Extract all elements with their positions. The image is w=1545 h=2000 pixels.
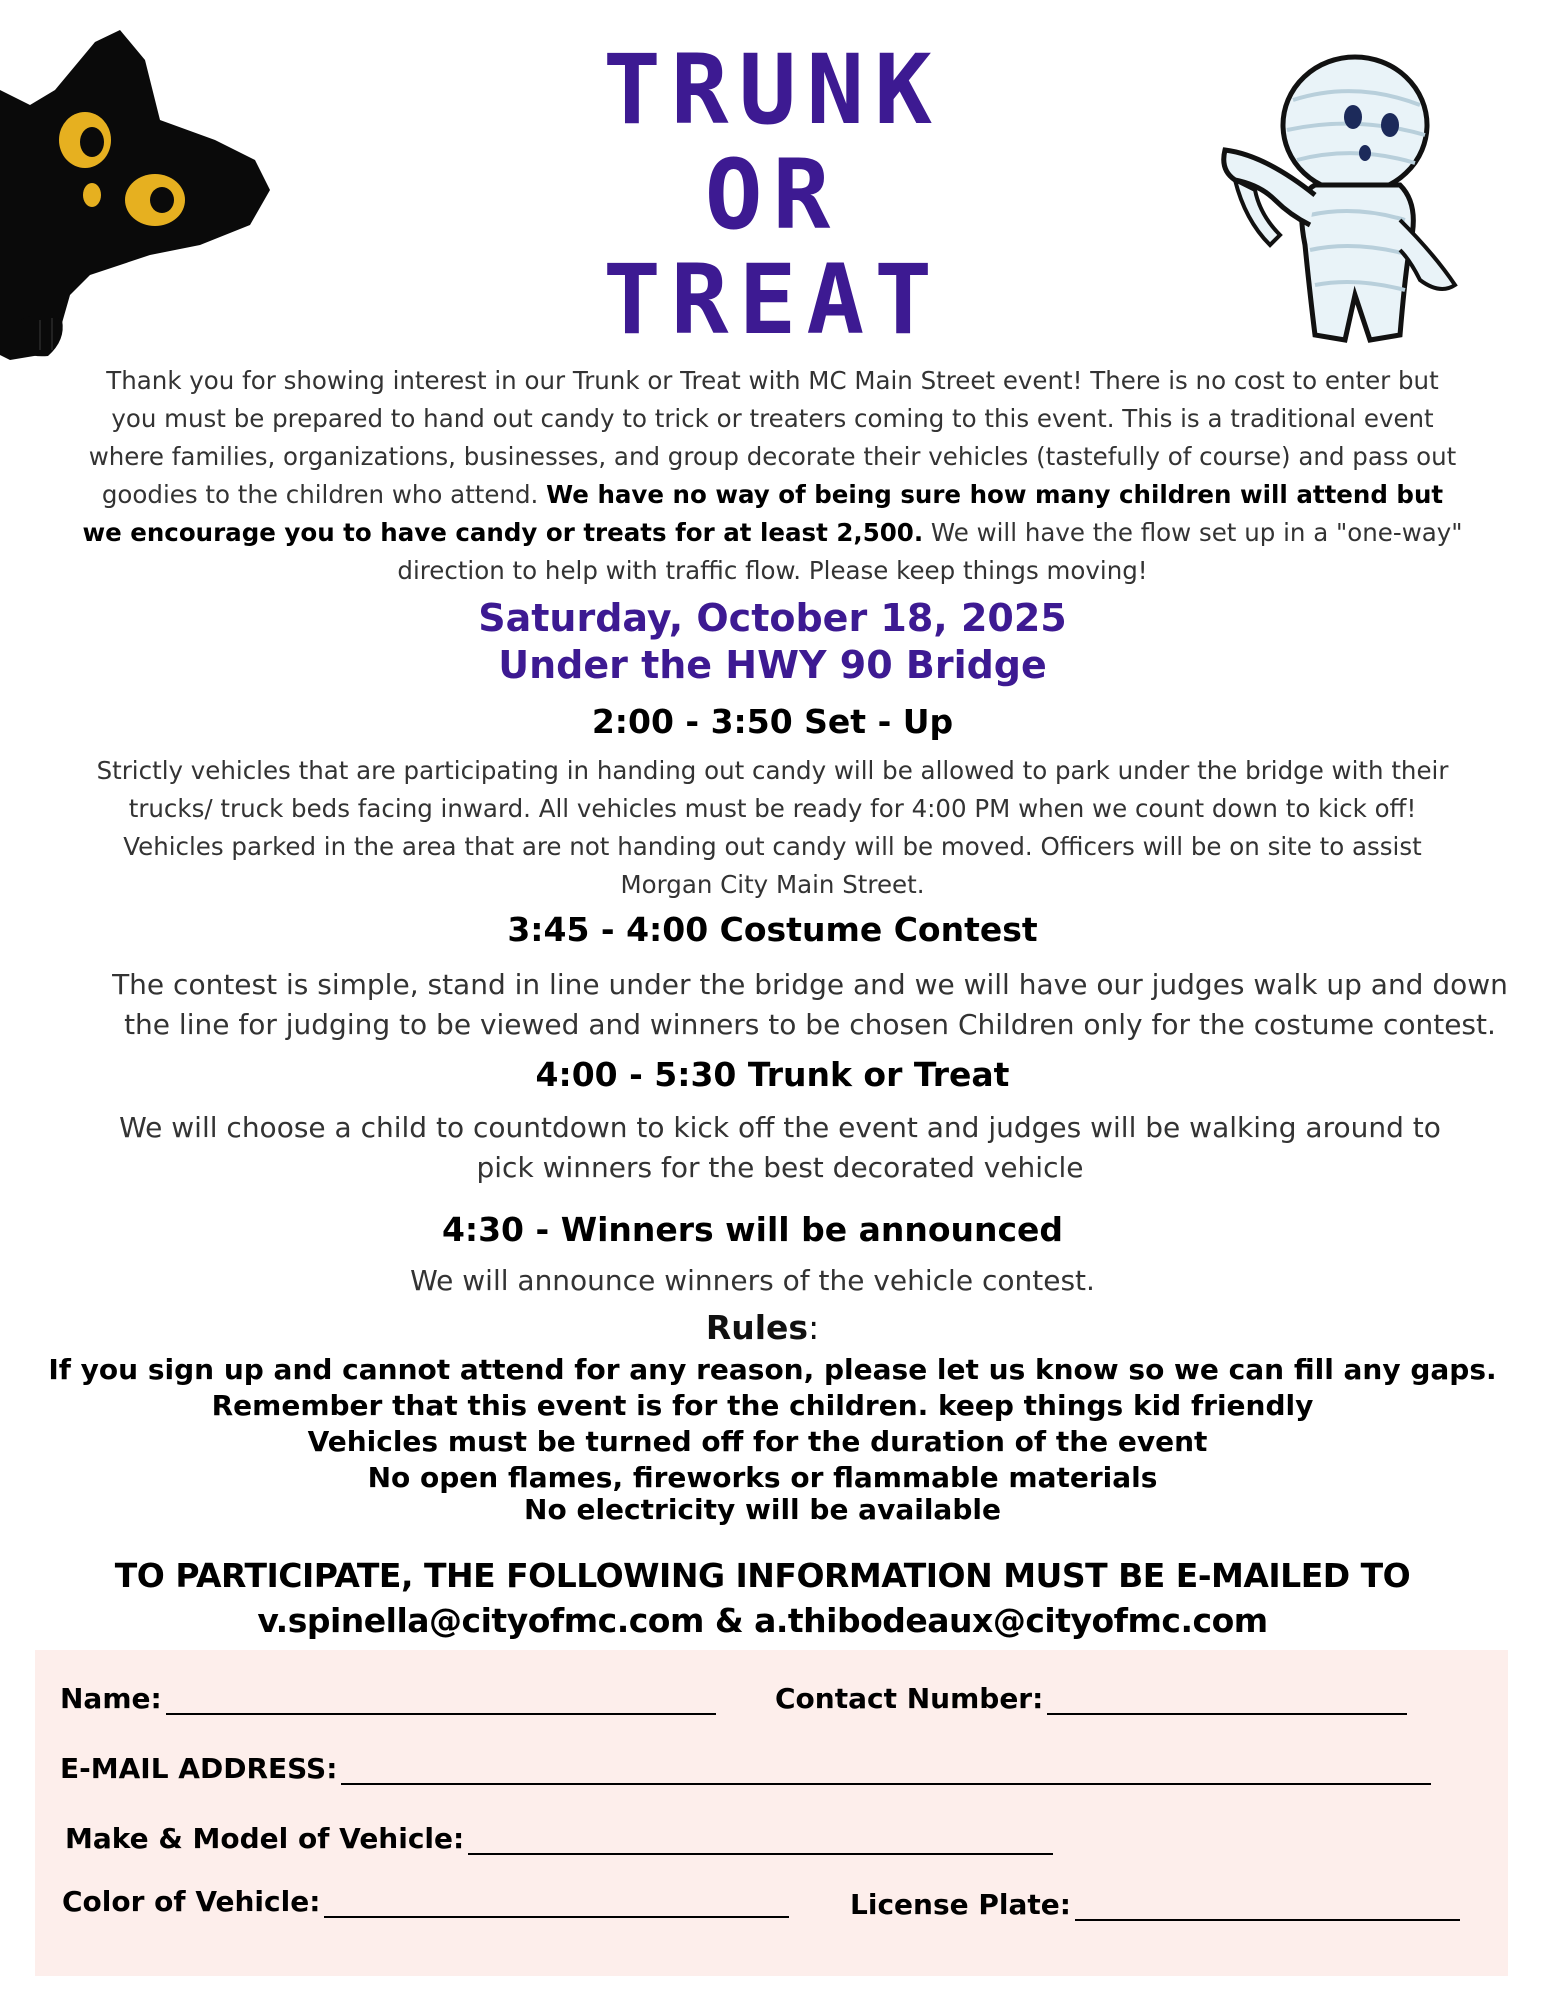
schedule-heading-setup: 2:00 - 3:50 Set - Up	[591, 702, 954, 741]
rule-item: Remember that this event is for the children. keep things kid friendly	[211, 1389, 1314, 1422]
title-line-3: TREAT	[603, 244, 942, 356]
participate-heading: TO PARTICIPATE, THE FOLLOWING INFORMATION MUST BE E-MAILED TO	[114, 1556, 1411, 1595]
vehicle-field[interactable]	[65, 1822, 1053, 1855]
rule-item: Vehicles must be turned off for the duration of the event	[307, 1425, 1208, 1458]
name-label: Name:	[60, 1682, 162, 1715]
plate-field[interactable]	[850, 1888, 1460, 1921]
plate-label: License Plate:	[850, 1888, 1071, 1921]
participate-emails: v.spinella@cityofmc.com & a.thibodeaux@cityofmc.com	[257, 1601, 1268, 1640]
schedule-text-winners: We will announce winners of the vehicle contest.	[410, 1264, 1095, 1297]
color-line[interactable]	[324, 1886, 789, 1918]
schedule-text-costume: The contest is simple, stand in line under the bridge and we will have our judges walk up and down the line for judging to be viewed and winners to be chosen Children only for the costume contest.	[112, 968, 1508, 1041]
plate-line[interactable]	[1075, 1889, 1460, 1921]
title-line-2: OR	[704, 139, 841, 251]
email-label: E-MAIL ADDRESS:	[60, 1752, 338, 1785]
name-field[interactable]	[60, 1682, 716, 1715]
vehicle-label: Make & Model of Vehicle:	[65, 1822, 465, 1855]
schedule-heading-trunk: 4:00 - 5:30 Trunk or Treat	[535, 1055, 1010, 1094]
schedule-heading-costume: 3:45 - 4:00 Costume Contest	[507, 910, 1038, 949]
color-label: Color of Vehicle:	[62, 1885, 321, 1918]
rules-heading	[0, 1308, 1535, 1348]
schedule-text-trunk: We will choose a child to countdown to kick off the event and judges will be walking around to pick winners for the best decorated vehicle	[119, 1111, 1441, 1184]
email-field[interactable]	[60, 1752, 1431, 1785]
rules-colon: :	[808, 1308, 820, 1347]
schedule-text-setup: Strictly vehicles that are participating in handing out candy will be allowed to park under the bridge with their trucks/ truck beds facing inward. All vehicles must be ready for 4:00 PM when we count down to kick off! Vehicles parked in the area that are not handing out candy will be moved. Officers will be on site to assist Morgan City Main Street.	[96, 756, 1449, 899]
rule-item: No electricity will be available	[524, 1493, 1001, 1526]
contact-label: Contact Number:	[775, 1682, 1044, 1715]
schedule-heading-winners: 4:30 - Winners will be announced	[441, 1210, 1064, 1249]
color-field[interactable]	[62, 1885, 789, 1918]
contact-field[interactable]	[775, 1682, 1407, 1715]
name-line[interactable]	[166, 1683, 716, 1715]
title-line-1: TRUNK	[603, 34, 942, 146]
intro-text-2: We will have the flow set up in a "one-way" direction to help with traffic flow. Please keep things moving!	[397, 518, 1463, 585]
intro-text-1: Thank you for showing interest in our Trunk or Treat with MC Main Street event! There is no cost to enter but you must be prepared to hand out candy to trick or treaters coming to this event. This is a traditional event where families, organizations, businesses, and group decorate their vehicles (tastefully of course) and pass out goodies to the children who attend.	[88, 366, 1457, 509]
rule-item: No open flames, fireworks or flammable materials	[367, 1461, 1158, 1494]
rule-item: If you sign up and cannot attend for any reason, please let us know so we can fill any gaps.	[48, 1353, 1497, 1386]
vehicle-line[interactable]	[468, 1823, 1053, 1855]
rules-title: Rules	[705, 1308, 809, 1347]
contact-line[interactable]	[1047, 1683, 1407, 1715]
intro-bold-text: We have no way of being sure how many children will attend but we encourage you to have candy or treats for at least 2,500.	[82, 480, 1444, 547]
intro-paragraph	[80, 362, 1465, 590]
event-date: Saturday, October 18, 2025	[478, 596, 1067, 640]
email-line[interactable]	[341, 1753, 1431, 1785]
event-location: Under the HWY 90 Bridge	[498, 643, 1047, 687]
